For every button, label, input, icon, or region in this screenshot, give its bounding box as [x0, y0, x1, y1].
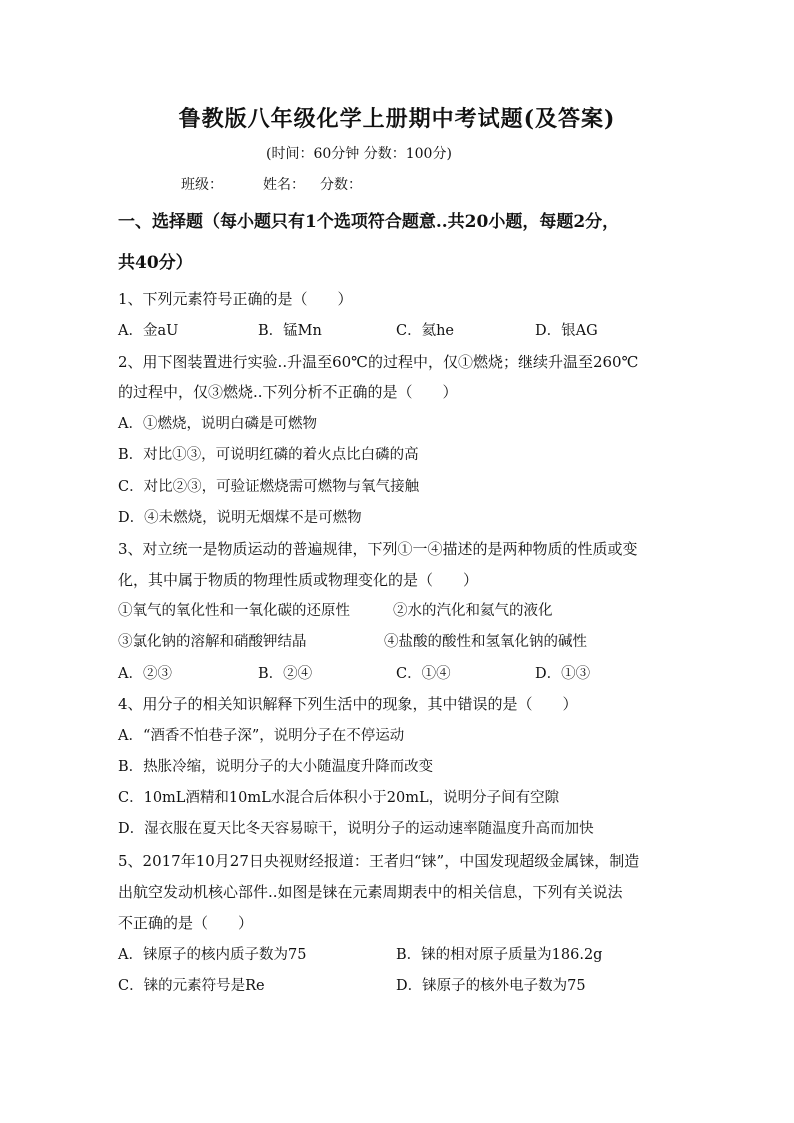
q3-stem-line2: 化，其中属于物质的物理性质或物理变化的是（ ） [118, 571, 479, 589]
q5-stem-line1: 5、2017年10月27日央视财经报道：王者归“铼”，中国发现超级金属铼，制造 [118, 852, 640, 870]
q2-option-d: D．④未燃烧，说明无烟煤不是可燃物 [118, 510, 362, 526]
q4-stem: 4、用分子的相关知识解释下列生活中的现象，其中错误的是（ ） [118, 695, 578, 713]
q3-item-1: ①氧气的氧化性和一氧化碳的还原性 [118, 603, 350, 619]
q2-stem-line1: 2、用下图装置进行实验..升温至60℃的过程中，仅①燃烧；继续升温至260℃ [118, 353, 639, 371]
q1-option-b: B．锰Mn [258, 323, 322, 339]
q5-option-b: B．铼的相对原子质量为186.2g [396, 947, 603, 963]
q3-option-a: A．②③ [118, 666, 172, 682]
q3-option-d: D．①③ [535, 666, 591, 682]
q2-option-c: C．对比②③，可验证燃烧需可燃物与氧气接触 [118, 479, 420, 495]
q5-option-a: A．铼原子的核内质子数为75 [118, 947, 307, 963]
q3-item-4: ④盐酸的酸性和氢氧化钠的碱性 [384, 634, 587, 650]
q4-option-b: B．热胀冷缩，说明分子的大小随温度升降而改变 [118, 759, 434, 775]
score-label: 分数： [320, 177, 362, 193]
q1-option-c: C．氦he [396, 323, 455, 339]
q5-stem-line3: 不正确的是（ ） [118, 914, 254, 932]
q3-item-3: ③氯化钠的溶解和硝酸钾结晶 [118, 634, 307, 650]
section1-heading-line1: 一、选择题（每小题只有1个选项符合题意..共20小题，每题2分， [118, 212, 620, 232]
q4-option-c: C．10mL酒精和10mL水混合后体积小于20mL，说明分子间有空隙 [118, 790, 560, 806]
q5-option-d: D．铼原子的核外电子数为75 [396, 978, 586, 994]
q3-item-2: ②水的汽化和氦气的液化 [393, 603, 553, 619]
q1-option-d: D．银AG [535, 323, 598, 339]
q5-stem-line2: 出航空发动机核心部件..如图是铼在元素周期表中的相关信息，下列有关说法 [118, 883, 623, 901]
page-title: 鲁教版八年级化学上册期中考试题(及答案) [178, 106, 616, 132]
section1-heading-line2: 共40分） [118, 253, 193, 273]
q2-option-b: B．对比①③，可说明红磷的着火点比白磷的高 [118, 447, 419, 463]
q4-option-d: D．湿衣服在夏天比冬天容易晾干，说明分子的运动速率随温度升高而加快 [118, 821, 594, 837]
q3-option-b: B．②④ [258, 666, 313, 682]
name-label: 姓名： [263, 177, 305, 193]
q2-stem-line2: 的过程中，仅③燃烧..下列分析不正确的是（ ） [118, 383, 458, 401]
q1-stem: 1、下列元素符号正确的是（ ） [118, 290, 353, 308]
q3-stem-line1: 3、对立统一是物质运动的普遍规律，下列①一④描述的是两种物质的性质或变 [118, 540, 638, 558]
q3-option-c: C．①④ [396, 666, 451, 682]
time-info: (时间：60分钟 分数：100分) [266, 146, 452, 162]
class-label: 班级： [181, 177, 223, 193]
q5-option-c: C．铼的元素符号是Re [118, 978, 265, 994]
q1-option-a: A．金aU [118, 323, 179, 339]
q2-option-a: A．①燃烧，说明白磷是可燃物 [118, 416, 317, 432]
q4-option-a: A．“酒香不怕巷子深”，说明分子在不停运动 [118, 728, 405, 744]
